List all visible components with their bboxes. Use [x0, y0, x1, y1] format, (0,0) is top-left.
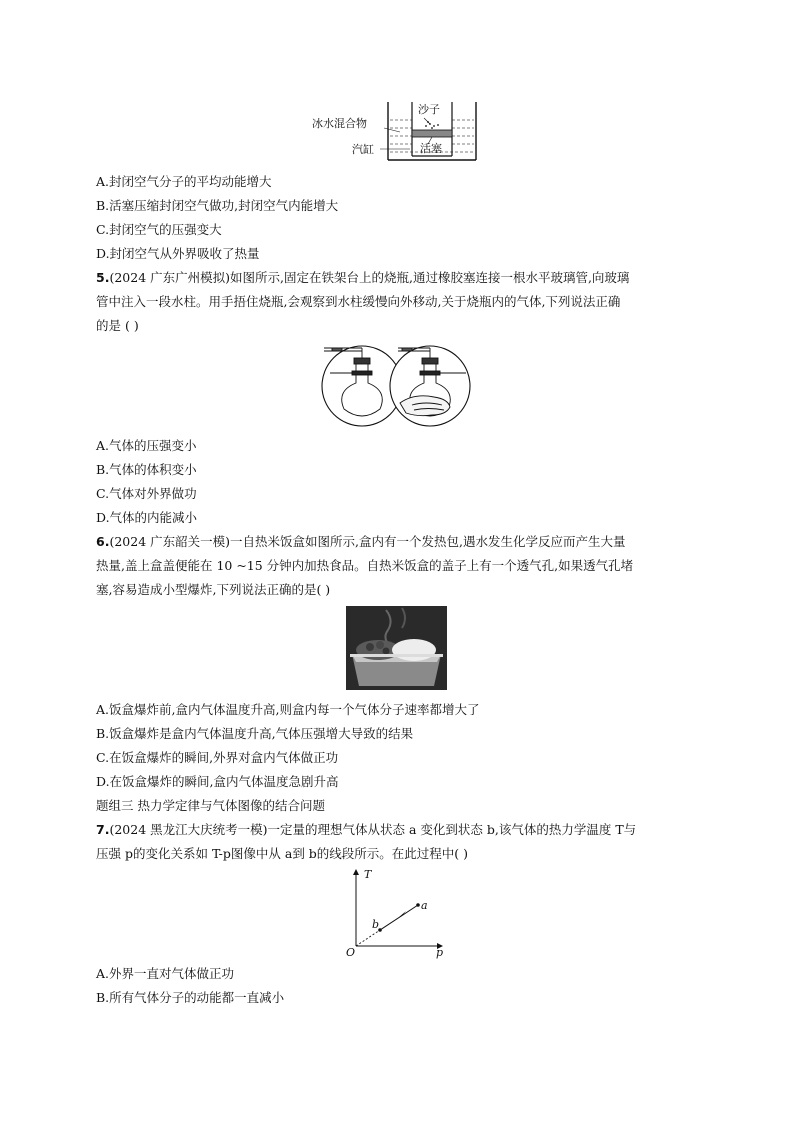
q5-option-d: D.气体的内能减小	[96, 510, 198, 525]
label-mixture: 冰水混合物	[312, 117, 367, 130]
axis-label-t: T	[364, 868, 372, 881]
label-piston: 活塞	[420, 142, 442, 155]
t-p-graph	[344, 866, 450, 958]
axis-label-p: p	[436, 946, 444, 959]
q7-number: 7.	[96, 822, 110, 837]
q5-stem-line-2: 管中注入一段水柱。用手捂住烧瓶,会观察到水柱缓慢向外移动,关于烧瓶内的气体,下列说法正确	[96, 294, 621, 309]
q7-stem-line-1: 7.(2024 黑龙江大庆统考一模)一定量的理想气体从状态 a 变化到状态 b,该气体的热力学温度 T与	[96, 822, 637, 837]
q5-option-c: C.气体对外界做功	[96, 486, 197, 501]
q7-stem-line-2: 压强 p的变化关系如 T-p图像中从 a到 b的线段所示。在此过程中( )	[96, 846, 469, 861]
q4-option-a: A.封闭空气分子的平均动能增大	[96, 174, 272, 189]
q7-option-a: A.外界一直对气体做正功	[96, 966, 235, 981]
q5-stem-line-1: 5.(2024 广东广州模拟)如图所示,固定在铁架台上的烧瓶,通过橡胶塞连接一根水平玻璃管,向玻璃	[96, 270, 630, 285]
point-a-label: a	[421, 899, 428, 912]
q4-option-b: B.活塞压缩封闭空气做功,封闭空气内能增大	[96, 198, 339, 213]
rice-box-photo	[346, 606, 447, 690]
q4-option-d: D.封闭空气从外界吸收了热量	[96, 246, 260, 261]
q6-stem-line-1: 6.(2024 广东韶关一模)一自热米饭盒如图所示,盒内有一个发热包,遇水发生化学反应而产生大量	[96, 534, 626, 549]
flask-figure	[322, 343, 472, 429]
q5-stem-line-3: 的是 ( )	[96, 318, 139, 333]
q7-option-b: B.所有气体分子的动能都一直减小	[96, 990, 285, 1005]
section-heading: 题组三 热力学定律与气体图像的结合问题	[96, 798, 325, 813]
q6-option-b: B.饭盒爆炸是盒内气体温度升高,气体压强增大导致的结果	[96, 726, 414, 741]
dashed-extension	[356, 930, 380, 946]
point-b-label: b	[372, 918, 380, 931]
q6-stem-line-3: 塞,容易造成小型爆炸,下列说法正确的是( )	[96, 582, 331, 597]
q5-option-a: A.气体的压强变小	[96, 438, 197, 453]
q6-option-a: A.饭盒爆炸前,盒内气体温度升高,则盒内每一个气体分子速率都增大了	[96, 702, 480, 717]
label-sand: 沙子	[418, 103, 440, 116]
q6-option-c: C.在饭盒爆炸的瞬间,外界对盒内气体做正功	[96, 750, 339, 765]
cylinder-figure	[312, 98, 490, 166]
q4-option-c: C.封闭空气的压强变大	[96, 222, 222, 237]
q6-number: 6.	[96, 534, 110, 549]
q6-stem-line-2: 热量,盖上盒盖便能在 10 ~15 分钟内加热食品。自热米饭盒的盖子上有一个透气孔,如果透气孔堵	[96, 558, 634, 573]
origin-label: O	[346, 946, 356, 959]
point-a	[416, 903, 420, 907]
q5-number: 5.	[96, 270, 110, 285]
q5-option-b: B.气体的体积变小	[96, 462, 197, 477]
label-cylinder: 汽缸	[352, 143, 374, 156]
q6-option-d: D.在饭盒爆炸的瞬间,盒内气体温度急剧升高	[96, 774, 339, 789]
